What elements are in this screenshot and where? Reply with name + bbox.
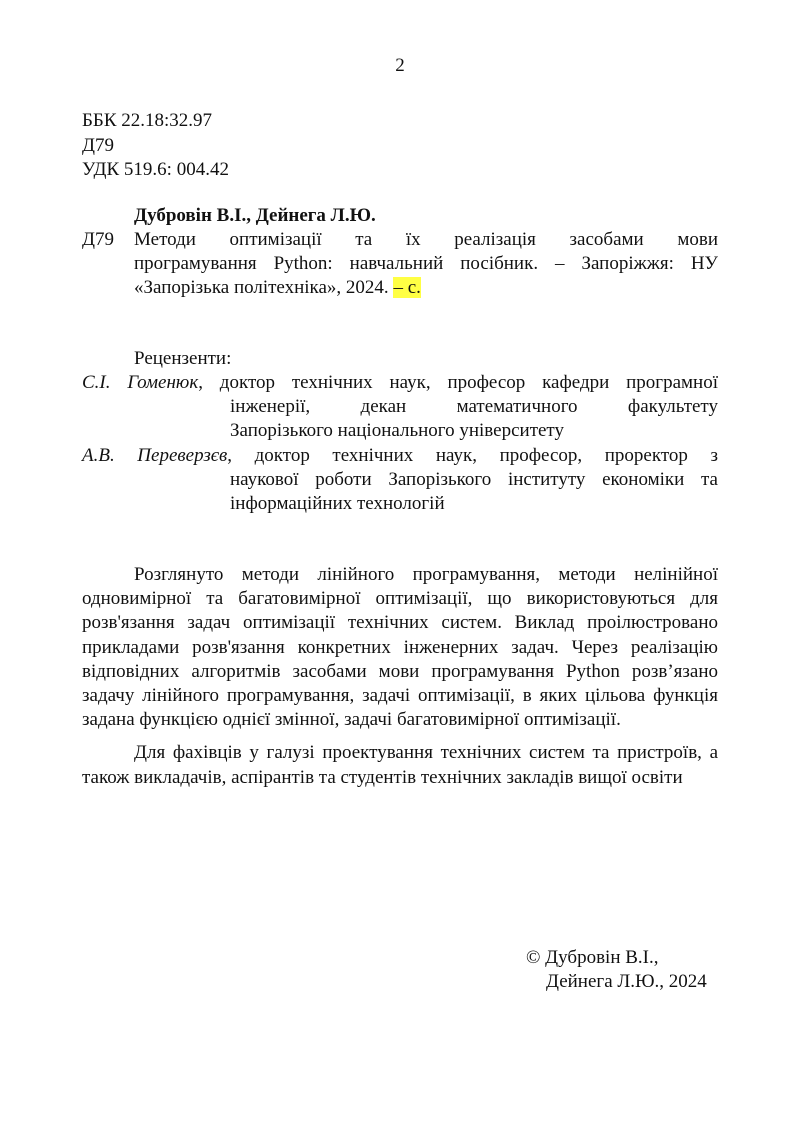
- reviewer-1-line-2: інженерії, декан математичного факультету: [230, 396, 718, 417]
- classification-codes: [82, 109, 229, 183]
- catalog-authors: Дубровін В.І., Дейнега Л.Ю.: [134, 205, 376, 226]
- udk-code: УДК 519.6: 004.42: [82, 159, 229, 180]
- catalog-code: Д79: [82, 229, 114, 250]
- page-number: 2: [395, 55, 405, 76]
- reviewer-1-title: , доктор технічних наук, професор кафедри програмної: [198, 372, 719, 393]
- catalog-line-3-text: «Запорізька політехніка», 2024.: [134, 277, 389, 298]
- reviewer-2-line-1: [82, 444, 718, 468]
- catalog-line-3: [134, 276, 718, 300]
- author-mark: Д79: [82, 134, 114, 156]
- copyright-line-1: © Дубровін В.І.,: [526, 947, 659, 968]
- reviewer-1-line-3: Запорізького національного університету: [230, 420, 564, 441]
- reviewer-2-line-2: наукової роботи Запорізького інституту економіки та: [230, 469, 718, 490]
- reviewer-1: [82, 371, 718, 443]
- catalog-line-1: Методи оптимізації та їх реалізація засобами мови: [134, 229, 718, 250]
- reviewers-title: Рецензенти:: [134, 348, 232, 369]
- reviewer-2: [82, 444, 718, 516]
- copyright-line-2: Дейнега Л.Ю., 2024: [546, 971, 707, 992]
- reviewer-2-title: , доктор технічних наук, професор, проректор з: [227, 445, 718, 466]
- abstract: [82, 563, 718, 790]
- bbk-code: ББК 22.18:32.97: [82, 110, 213, 131]
- catalog-line-2: програмування Python: навчальний посібник. – Запоріжжя: НУ: [134, 253, 718, 274]
- page-count-highlight: – с.: [393, 277, 421, 298]
- reviewer-1-line-1: [82, 371, 718, 395]
- reviewer-1-name: С.І. Гоменюк: [82, 372, 199, 393]
- abstract-paragraph-2: Для фахівців у галузі проектування технічних систем та пристроїв, а також викладачів, аспірантів та студентів технічних закладів вищої освіти: [82, 742, 718, 788]
- catalog-description: [134, 228, 718, 300]
- abstract-paragraph-1: Розглянуто методи лінійного програмування, методи нелінійної одновимірної та багатовимірної оптимізації, що використовуються для розв'язання задач оптимізації технічних систем. Виклад проілюстровано прикладами розв'язання конкретних інженерних задач. Через реалізацію відповідних алгоритмів засобами мови програмування Python розв’язано задачу лінійного програмування, задачі оптимізації, в яких цільова функція задана функцією однієї змінної, задачі багатовимірної оптимізації.: [82, 564, 718, 731]
- copyright: [526, 946, 707, 994]
- reviewer-2-line-3: інформаційних технологій: [230, 493, 445, 514]
- reviewer-2-name: А.В. Переверзєв: [82, 445, 228, 466]
